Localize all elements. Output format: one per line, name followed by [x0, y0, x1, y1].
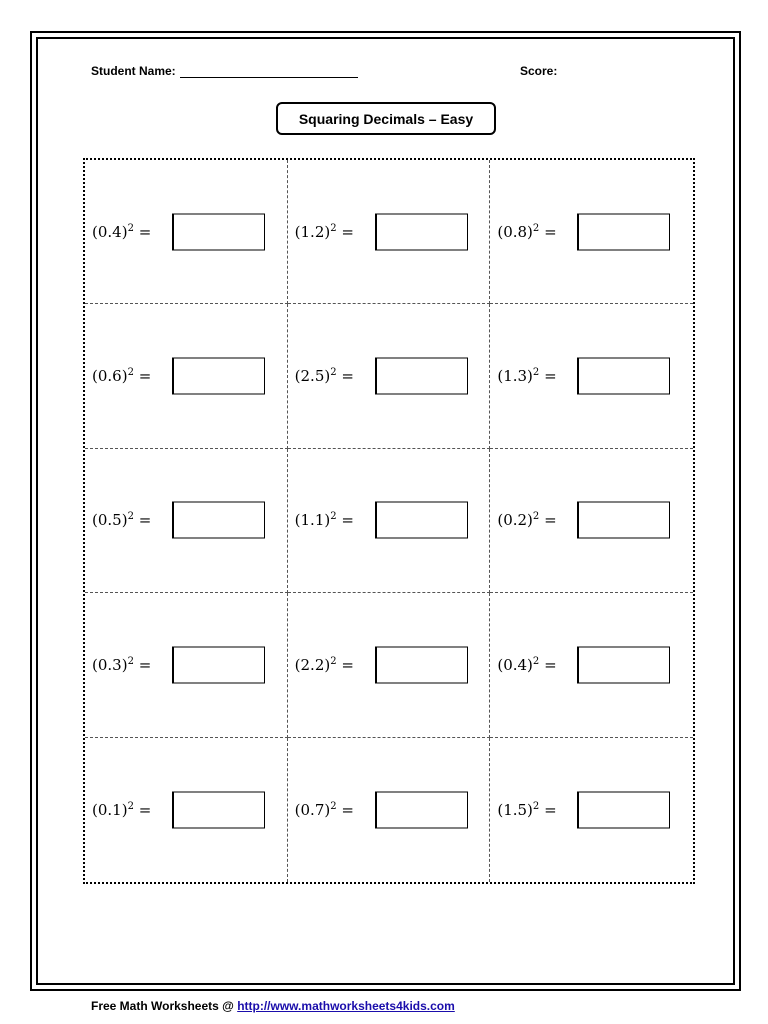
problem-cell — [85, 160, 288, 304]
answer-box[interactable] — [375, 213, 468, 250]
problem-exponent: 2 — [127, 511, 134, 523]
answer-box[interactable] — [375, 791, 468, 828]
open-paren: ( — [92, 367, 98, 386]
problem-cell — [85, 738, 288, 882]
equals-sign: = — [544, 655, 557, 674]
problem-exponent: 2 — [330, 222, 337, 234]
answer-box[interactable] — [577, 791, 670, 828]
equals-sign: = — [544, 367, 557, 386]
open-paren: ( — [497, 655, 504, 674]
equals-sign: = — [544, 222, 557, 241]
problem-cell — [490, 449, 693, 593]
open-paren: ( — [294, 511, 301, 530]
close-paren: ) — [324, 367, 331, 386]
problem-expression — [497, 511, 556, 529]
problem-base: 1.2 — [300, 222, 325, 241]
footer-link[interactable]: http://www.mathworksheets4kids.com — [237, 999, 455, 1013]
problem-base: 2.5 — [300, 367, 325, 386]
problem-cell — [490, 593, 693, 737]
problem-expression — [92, 367, 151, 385]
problem-exponent: 2 — [532, 655, 540, 667]
problem-expression — [497, 223, 556, 241]
equals-sign: = — [138, 655, 152, 674]
close-paren: ) — [121, 655, 128, 674]
close-paren: ) — [324, 655, 331, 674]
problem-base: 0.7 — [300, 800, 325, 819]
problem-base: 0.6 — [97, 367, 122, 386]
problem-base: 1.3 — [503, 367, 528, 386]
close-paren: ) — [121, 367, 128, 386]
problem-expression — [497, 656, 556, 674]
problem-expression — [497, 367, 556, 385]
problem-exponent: 2 — [532, 511, 540, 523]
equals-sign: = — [341, 222, 354, 241]
problem-cell — [288, 593, 491, 737]
equals-sign: = — [341, 511, 354, 530]
close-paren: ) — [527, 655, 533, 674]
problem-exponent: 2 — [532, 367, 540, 379]
problem-expression — [92, 656, 151, 674]
problem-exponent: 2 — [127, 222, 134, 234]
student-name-field[interactable] — [180, 77, 358, 78]
problem-base: 1.5 — [503, 800, 528, 819]
problem-expression — [92, 801, 151, 819]
equals-sign: = — [138, 367, 152, 386]
problem-expression — [92, 511, 151, 529]
open-paren: ( — [497, 511, 504, 530]
answer-box[interactable] — [172, 502, 265, 539]
problem-exponent: 2 — [127, 367, 134, 379]
open-paren: ( — [497, 222, 504, 241]
answer-box[interactable] — [172, 213, 265, 250]
answer-box[interactable] — [577, 358, 670, 395]
problem-cell — [85, 449, 288, 593]
problem-exponent: 2 — [127, 800, 134, 812]
problem-base: 0.8 — [503, 222, 528, 241]
problem-cell — [85, 304, 288, 448]
close-paren: ) — [121, 222, 128, 241]
problem-expression — [295, 367, 354, 385]
equals-sign: = — [341, 800, 354, 819]
equals-sign: = — [544, 800, 557, 819]
equals-sign: = — [138, 222, 152, 241]
open-paren: ( — [92, 511, 98, 530]
close-paren: ) — [324, 222, 331, 241]
equals-sign: = — [138, 511, 152, 530]
problem-expression — [295, 223, 354, 241]
problem-exponent: 2 — [330, 800, 337, 812]
problem-cell — [288, 738, 491, 882]
problem-grid — [83, 158, 695, 884]
problem-cell — [490, 738, 693, 882]
open-paren: ( — [92, 800, 98, 819]
problem-cell — [490, 304, 693, 448]
answer-box[interactable] — [375, 502, 468, 539]
open-paren: ( — [92, 222, 98, 241]
close-paren: ) — [527, 800, 533, 819]
problem-expression — [497, 801, 556, 819]
answer-box[interactable] — [577, 213, 670, 250]
close-paren: ) — [121, 800, 128, 819]
close-paren: ) — [527, 367, 533, 386]
open-paren: ( — [294, 655, 301, 674]
problem-exponent: 2 — [127, 655, 134, 667]
equals-sign: = — [341, 655, 354, 674]
problem-exponent: 2 — [330, 367, 337, 379]
problem-base: 2.2 — [300, 655, 325, 674]
answer-box[interactable] — [577, 502, 670, 539]
answer-box[interactable] — [577, 646, 670, 683]
close-paren: ) — [324, 800, 331, 819]
footer-text: Free Math Worksheets @ — [91, 999, 238, 1013]
close-paren: ) — [324, 511, 331, 530]
problem-expression — [295, 511, 354, 529]
equals-sign: = — [341, 367, 354, 386]
problem-base: 0.3 — [97, 655, 122, 674]
close-paren: ) — [527, 511, 533, 530]
answer-box[interactable] — [172, 358, 265, 395]
problem-exponent: 2 — [330, 655, 337, 667]
open-paren: ( — [294, 800, 301, 819]
problem-exponent: 2 — [532, 800, 540, 812]
problem-base: 0.4 — [97, 222, 122, 241]
problem-cell — [288, 304, 491, 448]
footer — [91, 999, 455, 1013]
problem-expression — [295, 656, 354, 674]
open-paren: ( — [294, 222, 301, 241]
answer-box[interactable] — [375, 646, 468, 683]
open-paren: ( — [497, 367, 504, 386]
problem-cell — [85, 593, 288, 737]
open-paren: ( — [92, 655, 98, 674]
problem-base: 0.2 — [503, 511, 528, 530]
problem-exponent: 2 — [330, 511, 337, 523]
problem-base: 0.4 — [503, 655, 528, 674]
worksheet-title: Squaring Decimals – Easy — [276, 102, 496, 135]
problem-expression — [295, 801, 354, 819]
equals-sign: = — [544, 511, 557, 530]
problem-cell — [288, 160, 491, 304]
problem-cell — [490, 160, 693, 304]
open-paren: ( — [497, 800, 504, 819]
problem-base: 0.5 — [97, 511, 122, 530]
equals-sign: = — [138, 800, 152, 819]
score-label: Score: — [520, 64, 558, 78]
answer-box[interactable] — [172, 791, 265, 828]
answer-box[interactable] — [375, 358, 468, 395]
answer-box[interactable] — [172, 646, 265, 683]
problem-exponent: 2 — [532, 222, 540, 234]
student-name-label: Student Name: — [91, 64, 176, 78]
problem-base: 1.1 — [300, 511, 325, 530]
problem-cell — [288, 449, 491, 593]
problem-expression — [92, 223, 151, 241]
open-paren: ( — [294, 367, 301, 386]
problem-base: 0.1 — [97, 800, 122, 819]
close-paren: ) — [527, 222, 533, 241]
close-paren: ) — [121, 511, 128, 530]
